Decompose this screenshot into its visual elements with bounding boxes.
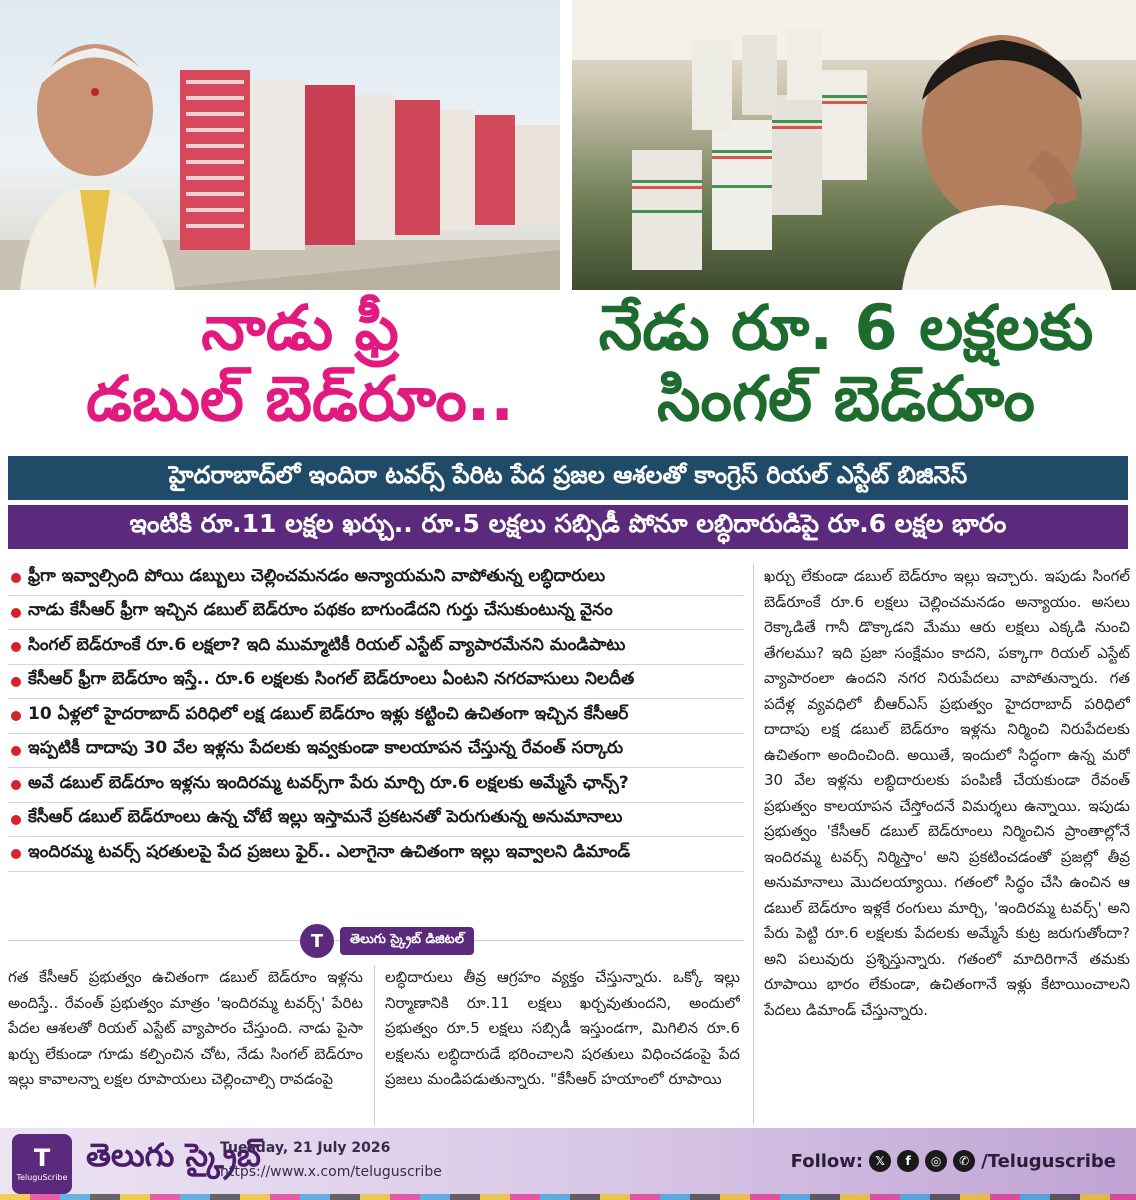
bullet-text: ఫ్రీగా ఇవ్వాల్సింది పోయి డబ్బులు చెల్లించమనడం అన్యాయమని వాపోతున్న లబ్ధిదారులు xyxy=(28,565,606,586)
headline-left-line2: డబుల్ బెడ్‌రూం.. xyxy=(86,362,514,436)
social-handle[interactable]: /Teluguscribe xyxy=(981,1150,1116,1172)
bullet-item xyxy=(8,837,744,872)
footer-logo xyxy=(12,1134,72,1194)
footer-brand: తెలుగు స్క్రైబ్ xyxy=(86,1136,261,1174)
footer-url[interactable]: https://www.x.com/teluguscribe xyxy=(220,1164,442,1180)
bullet-item xyxy=(8,768,744,803)
bullet-text: ఇప్పటికీ దాదాపు 30 వేల ఇళ్లను పేదలకు ఇవ్వకుండా కాలయాపన చేస్తున్న రేవంత్ సర్కారు xyxy=(28,738,624,759)
bullet-item xyxy=(8,734,744,769)
footer-date: Tuesday, 21 July 2026 xyxy=(220,1140,391,1156)
bullet-text: నాడు కేసీఆర్ ఫ్రీగా ఇచ్చిన డబుల్ బెడ్‌రూం పథకం బాగుండేదని గుర్తు చేసుకుంటున్న వైనం xyxy=(28,600,613,621)
bullet-text: కేసీఆర్ డబుల్ బెడ్‌రూంలు ఉన్న చోటే ఇల్లు ఇస్తామనే ప్రకటనతో పెరుగుతున్న అనుమానాలు xyxy=(28,807,623,828)
towers-illustration-right xyxy=(572,0,1136,290)
footer-color-strip xyxy=(0,1194,1136,1200)
teluguscribe-logo-icon: T xyxy=(300,924,334,958)
footer xyxy=(0,1128,1136,1200)
digital-badge xyxy=(300,922,500,960)
headline-right-line2: సింగల్ బెడ్‌రూం xyxy=(657,362,1035,436)
bullet-item xyxy=(8,699,744,734)
banner-primary: హైదరాబాద్‌లో ఇందిరా టవర్స్ పేరిట పేద ప్రజల ఆశలతో కాంగ్రెస్ రియల్ ఎస్టేట్ బిజినెస్ xyxy=(8,456,1128,500)
bullet-dot-icon xyxy=(11,780,21,790)
bullet-text: అవే డబుల్ బెడ్‌రూం ఇళ్లను ఇందిరమ్మ టవర్స్‌గా పేరు మార్చి రూ.6 లక్షలకు అమ్మేసే ఛాన్స్? xyxy=(28,772,629,793)
headline-left-line1: నాడు ఫ్రీ xyxy=(201,291,399,364)
follow-label: Follow: xyxy=(790,1150,864,1172)
digital-badge-label: తెలుగు స్క్రైబ్ డిజిటల్ xyxy=(340,927,474,955)
bullet-item xyxy=(8,803,744,838)
bullet-item xyxy=(8,596,744,631)
bullet-dot-icon xyxy=(11,608,21,618)
whatsapp-icon[interactable]: ✆ xyxy=(953,1150,975,1172)
bullet-dot-icon xyxy=(11,573,21,583)
footer-logo-caption: TeluguScribe xyxy=(16,1173,68,1182)
article-column-2: లబ్ధిదారులు తీవ్ర ఆగ్రహం వ్యక్తం చేస్తున్నారు. ఒక్కో ఇల్లు నిర్మాణానికి రూ.11 లక్షలు ఖర్చవుతుందని, అందులో ప్రభుత్వం రూ.5 లక్షలు సబ్సిడీ ఇస్తుండగా, మిగిలిన రూ.6 లక్షలను లబ్ధిదారుడే భరించాలని షరతులు విధించడంపై పేద ప్రజలు మండిపడుతున్నారు. "కేసీఆర్ హయాంలో రూపాయి xyxy=(385,968,740,1088)
bullet-dot-icon xyxy=(11,746,21,756)
article-column-3: ఖర్చు లేకుండా డబుల్ బెడ్‌రూం ఇల్లు ఇచ్చారు. ఇపుడు సింగల్ బెడ్‌రూంకే రూ.6 లక్షలు చెల్లించమనడం అన్యాయం. అసలు రెక్కాడితే గానీ డొక్కాడని మేము ఆరు లక్షలు ఎక్కడి నుంచి తేగలము? ఇది ప్రజా సంక్షేమం కాదని, పక్కాగా రియల్ ఎస్టేట్ వ్యాపారంలా ఉందని నగర నిరుపేదలు వాపోతున్నారు. గత పదేళ్ల వ్యవధిలో బీఆర్ఎస్ ప్రభుత్వం హైదరాబాద్ పరిధిలో దాదాపు లక్ష డబుల్ బెడ్‌రూం ఇళ్లను నిర్మించి నిరుపేదలకు ఉచితంగా అందించింది. అయితే, ఇందులో సిద్ధంగా ఉన్న మరో 30 వేల ఇళ్లను లబ్ధిదారులకు పంపిణీ చేయకుండా రేవంత్ ప్రభుత్వం కాలయాపన చేస్తోందనే విమర్శలు ఉన్నాయి. ఇపుడు ప్రభుత్వం 'కేసీఆర్ డబుల్ బెడ్‌రూంలు నిర్మించిన ప్రాంతాల్లోనే ఇందిరమ్మ టవర్స్ నిర్మిస్తాం' అని ప్రకటించడంతో ప్రజల్లో తీవ్ర అనుమానాలు మొదలయ్యాయి. గతంలో సిద్ధం చేసి ఉంచిన ఆ డబుల్ బెడ్‌రూం ఇళ్లకే రంగులు మార్చి, 'ఇందిరమ్మ టవర్స్' అని పేరు పెట్టి రూ.6 లక్షలకు పేదలకు అమ్మేసే కుట్ర జరుగుతోందా? అని పలువురు ప్రశ్నిస్తున్నారు. గతంలో మాదిరిగానే తమకు రూపాయి భారం లేకుండా, ఉచితంగానే ఇళ్లు కేటాయించాలని పేదలు డిమాండ్ చేస్తున్నారు. xyxy=(764,567,1130,1019)
bullet-dot-icon xyxy=(11,711,21,721)
headline-right xyxy=(566,292,1126,435)
hero-photo-right-indiramma-towers xyxy=(572,0,1136,290)
bullet-dot-icon xyxy=(11,642,21,652)
bullet-dot-icon xyxy=(11,677,21,687)
article-column-1: గత కేసీఆర్ ప్రభుత్వం ఉచితంగా డబుల్ బెడ్‌రూం ఇళ్లను అందిస్తే.. రేవంత్ ప్రభుత్వం మాత్రం 'ఇందిరమ్మ టవర్స్' పేరిట పేదల ఆశలతో రియల్ ఎస్టేట్ వ్యాపారం చేస్తుంది. నాడు పైసా ఖర్చు లేకుండా గూడు కల్పించిన చోట, నేడు సింగల్ బెడ్‌రూం ఇల్లు కావాలన్నా లక్షల రూపాయలు చెల్లించాల్సి రావడంపై xyxy=(8,968,363,1088)
x-icon[interactable]: 𝕏 xyxy=(869,1150,891,1172)
bullet-item xyxy=(8,665,744,700)
teluguscribe-logo-icon: T xyxy=(33,1144,51,1172)
facebook-icon[interactable]: f xyxy=(897,1150,919,1172)
column-divider xyxy=(753,564,754,1124)
instagram-icon[interactable]: ◎ xyxy=(925,1150,947,1172)
headline-left xyxy=(40,292,560,435)
hero-images xyxy=(0,0,1136,290)
bullet-item xyxy=(8,630,744,665)
bullet-text: కేసీఆర్ ఫ్రీగా బెడ్‌రూం ఇస్తే.. రూ.6 లక్షలకు సింగల్ బెడ్‌రూంలు ఏంటని నగరవాసులు నిలదీత xyxy=(28,669,635,690)
bullet-dot-icon xyxy=(11,815,21,825)
towers-illustration-left xyxy=(0,0,560,290)
hero-photo-left-double-bedroom-towers xyxy=(0,0,560,290)
bullet-dot-icon xyxy=(11,849,21,859)
bullet-text: ఇందిరమ్మ టవర్స్ షరతులపై పేద ప్రజలు ఫైర్.. ఎలాగైనా ఉచితంగా ఇల్లు ఇవ్వాలని డిమాండ్ xyxy=(28,841,631,862)
bullet-list xyxy=(8,561,744,872)
column-divider xyxy=(374,965,375,1125)
banner-secondary: ఇంటికి రూ.11 లక్షల ఖర్చు.. రూ.5 లక్షలు సబ్సిడీ పోనూ లబ్ధిదారుడిపై రూ.6 లక్షల భారం xyxy=(8,505,1128,549)
follow-bar xyxy=(791,1150,1116,1172)
headline-right-line1: నేడు రూ. 6 లక్షలకు xyxy=(598,291,1094,364)
bullet-text: సింగల్ బెడ్‌రూంకే రూ.6 లక్షలా? ఇది ముమ్మాటికీ రియల్ ఎస్టేట్ వ్యాపారమేనని మండిపాటు xyxy=(28,634,626,655)
bullet-text: 10 ఏళ్లలో హైదరాబాద్ పరిధిలో లక్ష డబుల్ బెడ్‌రూం ఇళ్లు కట్టించి ఉచితంగా ఇచ్చిన కేసీఆర్ xyxy=(28,703,629,724)
bullet-item xyxy=(8,561,744,596)
